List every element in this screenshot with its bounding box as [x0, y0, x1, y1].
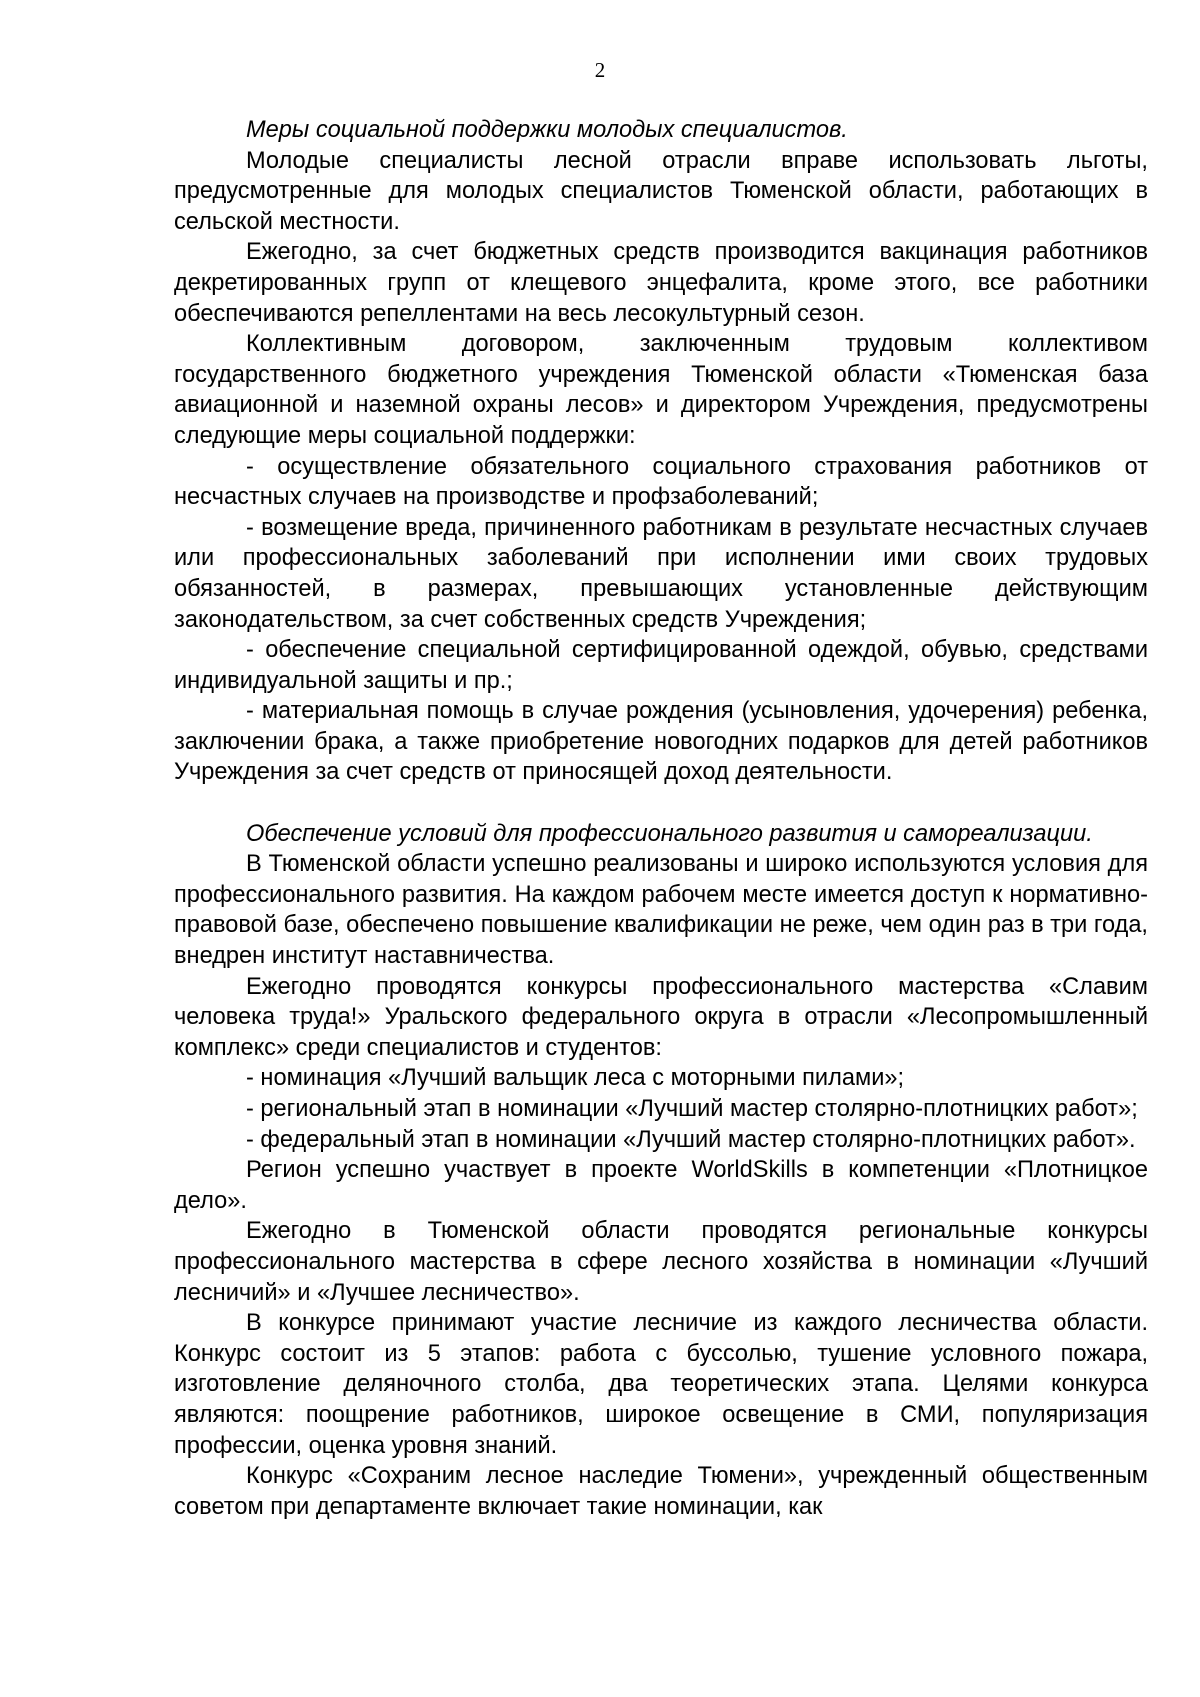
section-heading-professional-development: Обеспечение условий для профессионального развития и самореализации.: [246, 820, 1093, 847]
document-body: [174, 115, 1148, 1522]
paragraph: Конкурс «Сохраним лесное наследие Тюмени», учрежденный общественным советом при департаменте включает такие номинации, как: [174, 1463, 1148, 1520]
blank-line: [174, 788, 1148, 819]
section-heading-social-support: Меры социальной поддержки молодых специалистов.: [246, 117, 848, 143]
paragraph: Ежегодно проводятся конкурсы профессионального мастерства «Славим человека труда!» Уральского федерального округа в отрасли «Лесопромышленный комплекс» среди специалистов и студентов:: [174, 973, 1148, 1061]
paragraph: В Тюменской области успешно реализованы и широко используются условия для профессионального развития. На каждом рабочем месте имеется доступ к нормативно-правовой базе, обеспечено повышение квалификации не реже, чем один раз в три года, внедрен институт наставничества.: [174, 851, 1148, 970]
paragraph: Ежегодно, за счет бюджетных средств производится вакцинация работников декретированных групп от клещевого энцефалита, кроме этого, все работники обеспечиваются репеллентами на весь лесокультурный сезон.: [174, 239, 1148, 327]
paragraph: Коллективным договором, заключенным трудовым коллективом государственного бюджетного учреждения Тюменской области «Тюменская база авиационной и наземной охраны лесов» и директором Учреждения, предусмотрены следующие меры социальной поддержки:: [174, 331, 1148, 449]
paragraph: Регион успешно участвует в проекте WorldSkills в компетенции «Плотницкое дело».: [174, 1157, 1148, 1214]
list-item: - материальная помощь в случае рождения (усыновления, удочерения) ребенка, заключении брака, а также приобретение новогодних подарков для детей работников Учреждения за счет средств от приносящей доход деятельности.: [174, 698, 1148, 786]
list-item: - обеспечение специальной сертифицированной одеждой, обувью, средствами индивидуальной защиты и пр.;: [174, 637, 1148, 694]
paragraph: Ежегодно в Тюменской области проводятся региональные конкурсы профессионального мастерства в сфере лесного хозяйства в номинации «Лучший лесничий» и «Лучшее лесничество».: [174, 1218, 1148, 1306]
list-item: - возмещение вреда, причиненного работникам в результате несчастных случаев или профессиональных заболеваний при исполнении ими своих трудовых обязанностей, в размерах, превышающих установленные действующим законодательством, за счет собственных средств Учреждения;: [174, 514, 1148, 633]
paragraph: Молодые специалисты лесной отрасли вправе использовать льготы, предусмотренные для молодых специалистов Тюменской области, работающих в сельской местности.: [174, 147, 1148, 235]
page-number: 2: [594, 58, 606, 82]
list-item: - федеральный этап в номинации «Лучший мастер столярно-плотницких работ».: [246, 1126, 1136, 1153]
paragraph: В конкурсе принимают участие лесничие из каждого лесничества области. Конкурс состоит из 5 этапов: работа с буссолью, тушение условного пожара, изготовление деляночного столба, два теоретических этапа. Целями конкурса являются: поощрение работников, широкое освещение в СМИ, популяризация профессии, оценка уровня знаний.: [174, 1310, 1148, 1459]
list-item: - региональный этап в номинации «Лучший мастер столярно-плотницких работ»;: [246, 1096, 1138, 1122]
list-item: - номинация «Лучший вальщик леса с моторными пилами»;: [246, 1065, 905, 1092]
list-item: - осуществление обязательного социального страхования работников от несчастных случаев на производстве и профзаболеваний;: [174, 453, 1148, 511]
